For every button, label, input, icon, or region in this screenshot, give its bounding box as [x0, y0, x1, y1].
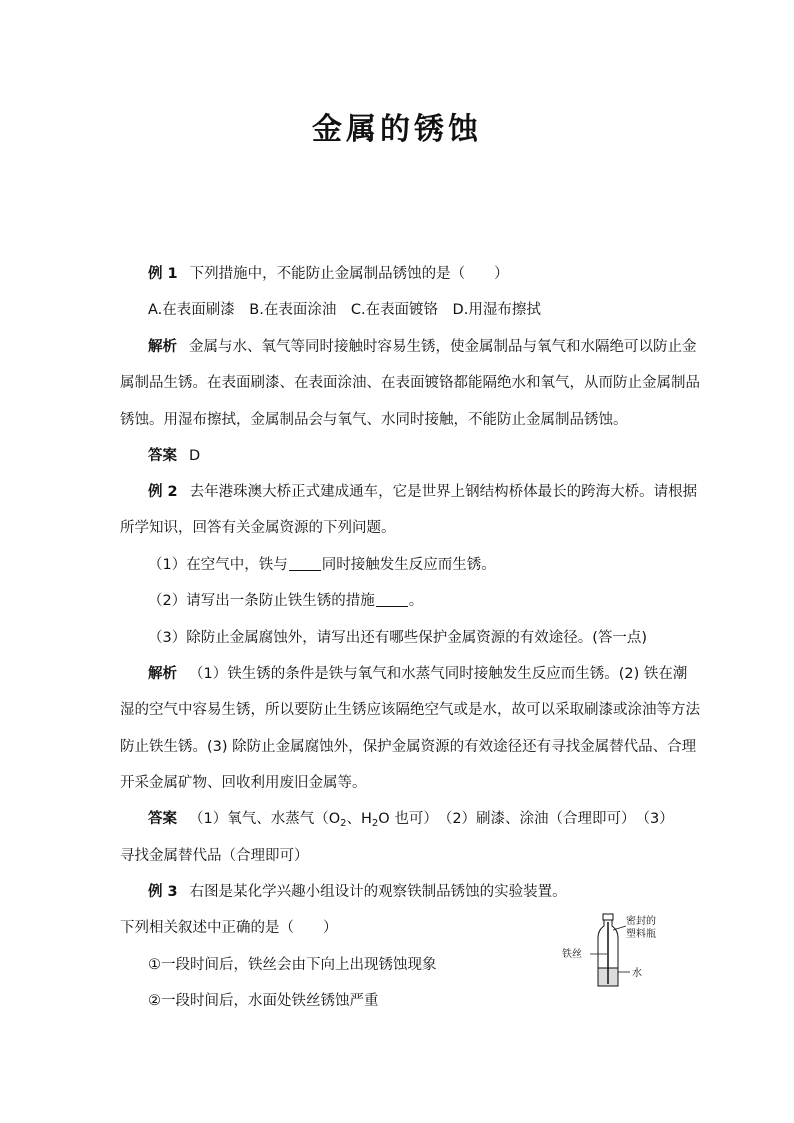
ex2-analysis-line-1: [148, 664, 688, 684]
ex1-question: [148, 264, 680, 284]
ex2-answer-line-1: [148, 809, 680, 834]
ex1-analysis-label: 解析: [148, 339, 177, 355]
ex2-answer-label: 答案: [148, 811, 177, 827]
label-bottle-1: 密封的: [626, 916, 656, 927]
ex2-sub2-blank: [376, 592, 408, 607]
ex2-subquestion-3: （3）除防止金属腐蚀外，请写出还有哪些保护金属资源的有效途径。(答一点): [148, 630, 648, 646]
ex1-analysis-text-1: 金属与水、氧气等同时接触时容易生锈，使金属制品与氧气和水隔绝可以防止金: [189, 339, 697, 355]
ex2-sub2-text-b: 。: [408, 593, 424, 609]
ex3-question-line-2: 下列相关叙述中正确的是（ ）: [120, 920, 338, 936]
ex3-question-line-1: [148, 882, 680, 902]
ex2-sub1-text-b: 同时接触发生反应而生锈。: [321, 557, 496, 573]
ex1-options: A.在表面刷漆 B.在表面涂油 C.在表面镀铬 D.用湿布擦拭: [148, 302, 541, 318]
ex1-analysis-line-1: [148, 337, 697, 357]
ex2-answer-c: O 也可） （2）刷漆、涂油（合理即可） （3）: [378, 811, 674, 827]
ex2-subquestion-2: [148, 591, 680, 611]
experiment-figure: [560, 910, 680, 990]
ex2-question-line-1: [148, 482, 698, 502]
label-wire: 铁丝: [562, 949, 582, 960]
ex2-answer-sub-1: 2: [340, 818, 347, 829]
bottle-cap: [603, 914, 613, 920]
ex3-question-text-1: 右图是某化学兴趣小组设计的观察铁制品锈蚀的实验装置。: [189, 884, 567, 900]
ex2-analysis-line-2: 湿的空气中容易生锈，所以要防止生锈应该隔绝空气或是水，故可以采取刷漆或涂油等方法: [120, 702, 700, 718]
ex3-option-2: ②一段时间后，水面处铁丝锈蚀严重: [148, 993, 379, 1009]
ex2-label: 例 2: [148, 484, 178, 500]
ex2-answer-sub-2: 2: [371, 818, 379, 829]
ex2-answer-line-2: 寻找金属替代品（合理即可）: [120, 848, 309, 864]
ex2-question-line-2: 所学知识，回答有关金属资源的下列问题。: [120, 520, 396, 536]
ex2-sub1-blank: [289, 556, 321, 571]
ex1-answer-value: D: [189, 448, 201, 464]
page-title: 金属的锈蚀: [312, 112, 482, 147]
ex2-answer-a: （1）氧气、水蒸气（O: [189, 811, 341, 827]
ex3-label: 例 3: [148, 884, 178, 900]
ex2-analysis-line-4: 开采金属矿物、回收利用废旧金属等。: [120, 775, 367, 791]
ex2-analysis-line-3: 防止铁生锈。(3) 除防止金属腐蚀外，保护金属资源的有效途径还有寻找金属替代品、合理: [120, 739, 697, 755]
label-bottle-2: 塑料瓶: [626, 929, 656, 940]
label-water: 水: [632, 968, 642, 979]
ex2-analysis-label: 解析: [148, 666, 177, 682]
ex1-analysis-line-3: 锈蚀。用湿布擦拭，金属制品会与氧气、水同时接触，不能防止金属制品锈蚀。: [120, 412, 628, 428]
ex2-sub1-text-a: （1）在空气中，铁与: [148, 557, 288, 573]
ex2-answer-b: 、H: [346, 811, 372, 827]
ex2-analysis-text-1: （1）铁生锈的条件是铁与氧气和水蒸气同时接触发生反应而生锈。(2) 铁在潮: [189, 666, 688, 682]
ex1-label: 例 1: [148, 266, 178, 282]
ex1-analysis-line-2: 属制品生锈。在表面刷漆、在表面涂油、在表面镀铬都能隔绝水和氧气，从而防止金属制品: [120, 375, 700, 391]
ex1-question-text: 下列措施中，不能防止金属制品锈蚀的是（ ）: [189, 266, 509, 282]
ex2-subquestion-1: [148, 555, 680, 575]
ex2-question-text-1: 去年港珠澳大桥正式建成通车，它是世界上钢结构桥体最长的跨海大桥。请根据: [189, 484, 698, 500]
ex1-answer: [148, 446, 680, 466]
ex3-option-1: ①一段时间后，铁丝会由下向上出现锈蚀现象: [148, 957, 437, 973]
ex2-sub2-text-a: （2）请写出一条防止铁生锈的措施: [148, 593, 375, 609]
ex1-answer-label: 答案: [148, 448, 177, 464]
